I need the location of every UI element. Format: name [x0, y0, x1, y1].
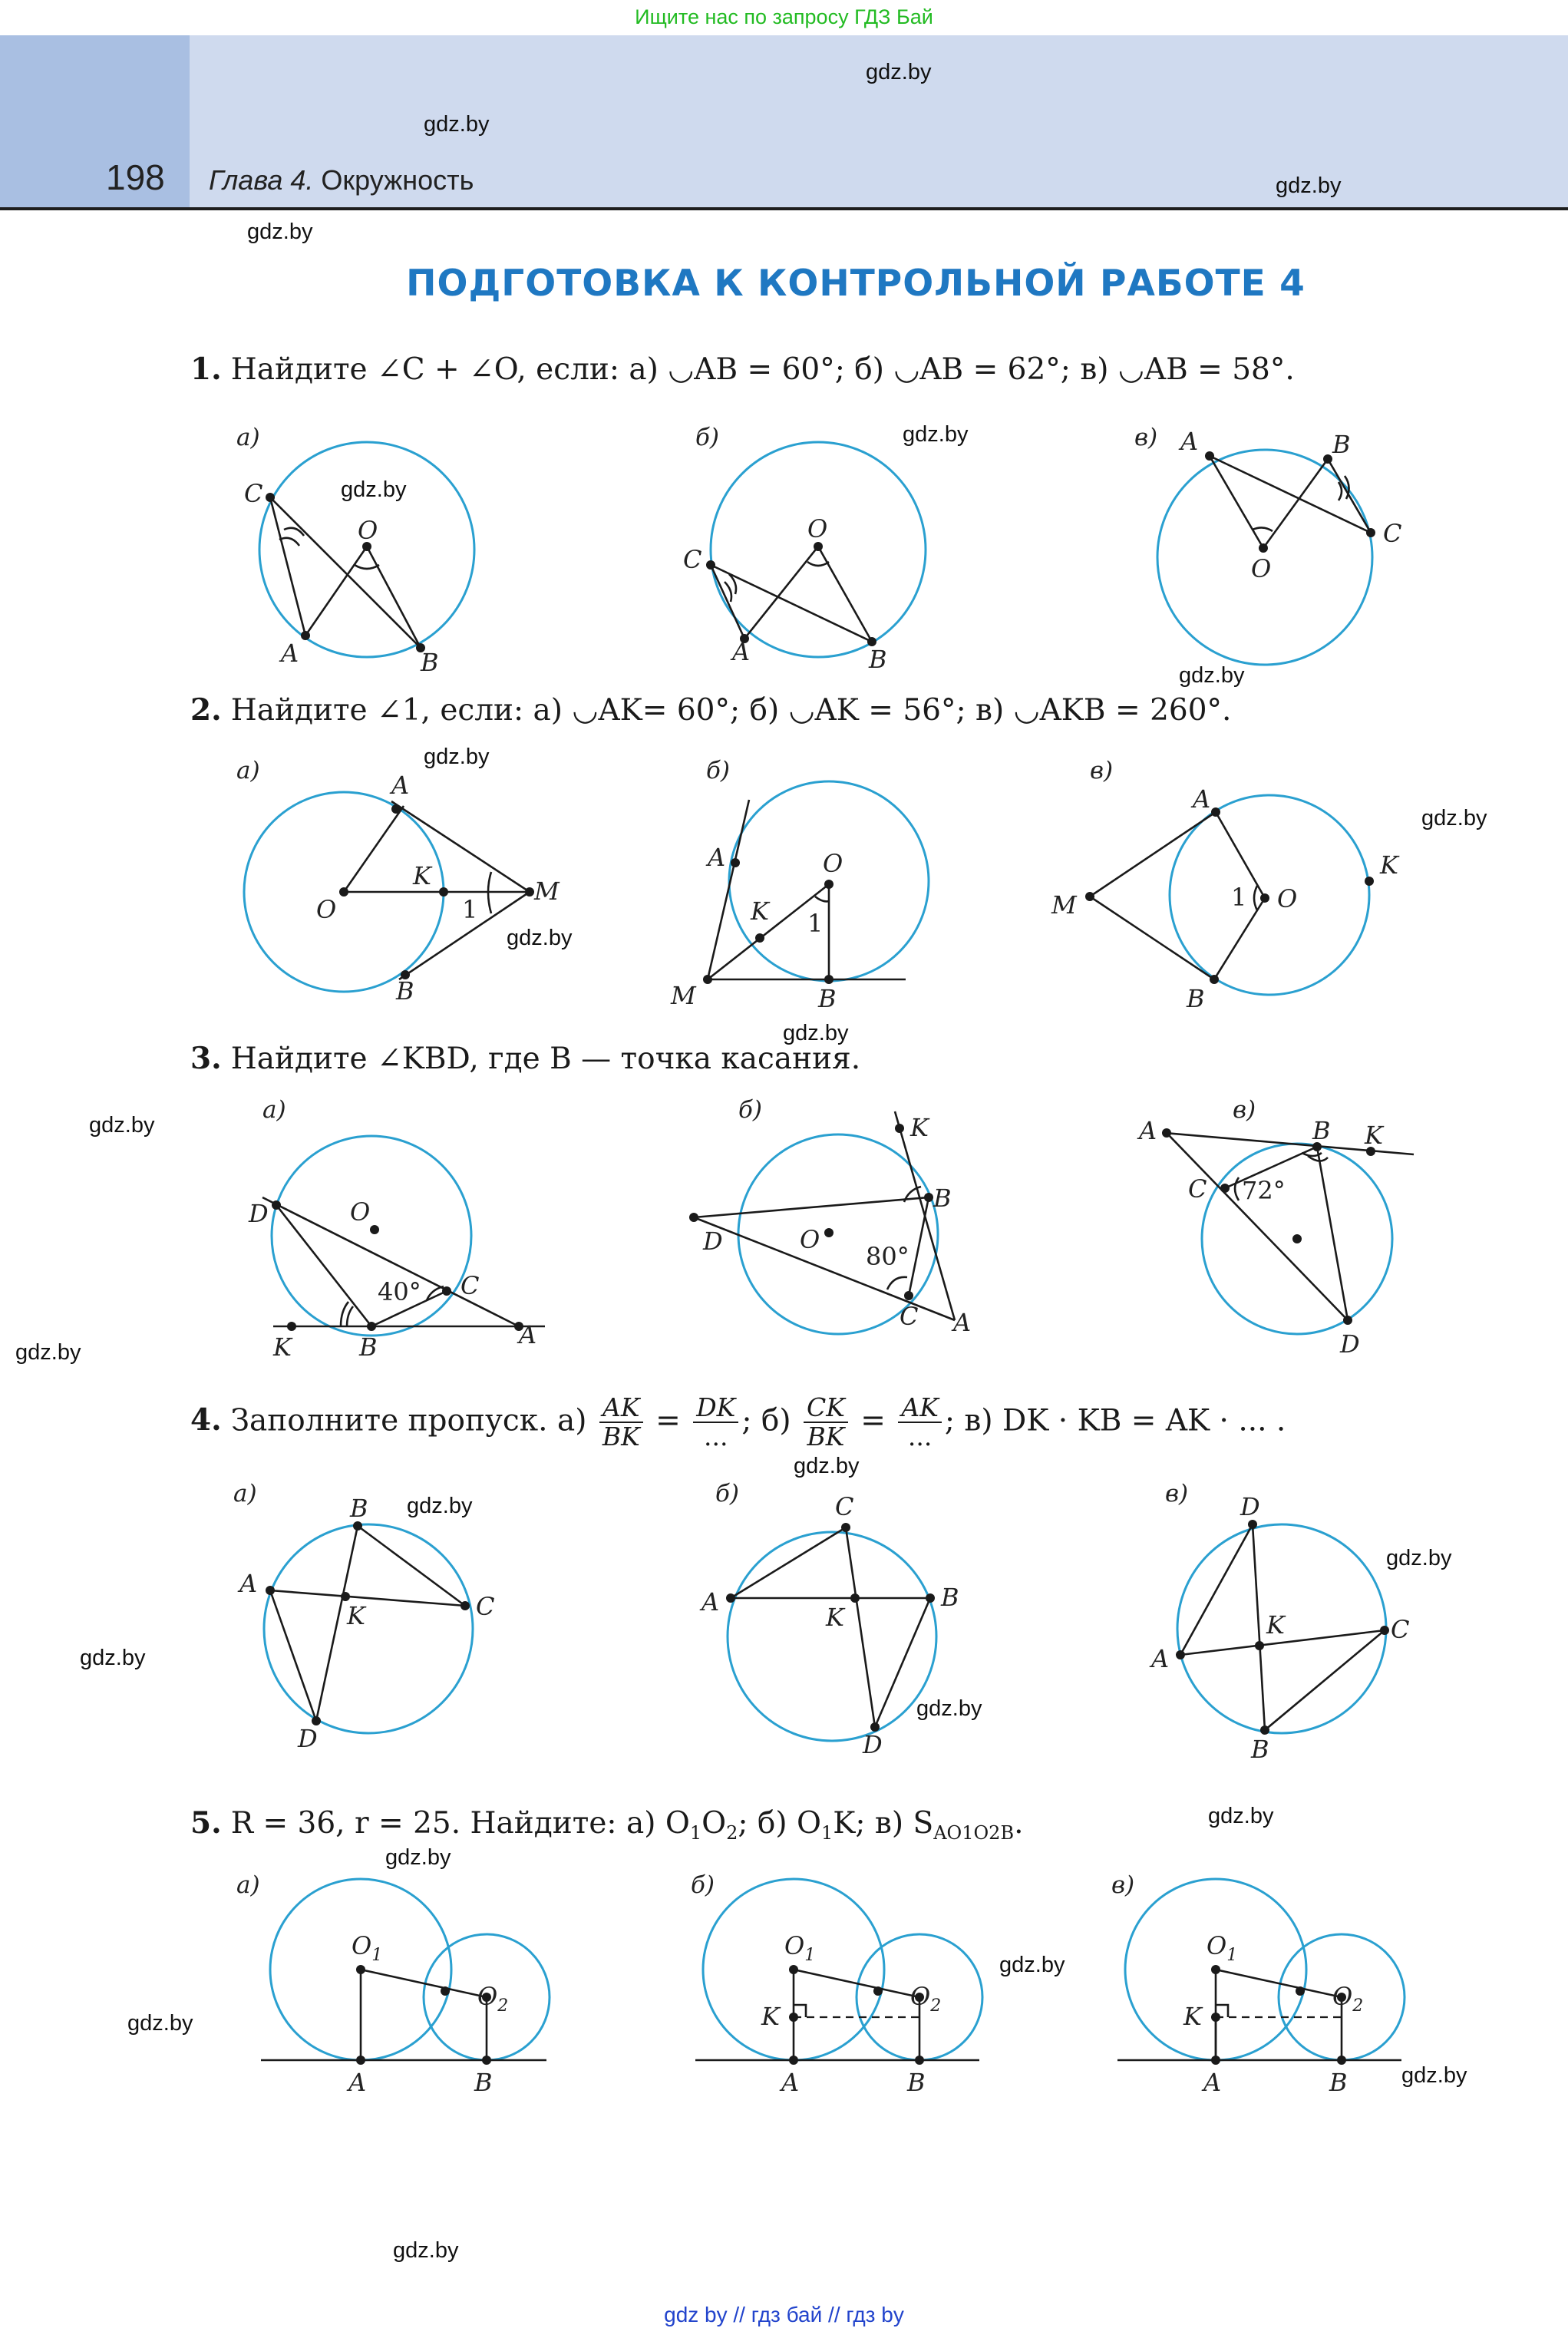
page-number: 198	[106, 157, 165, 197]
segment-AC	[731, 1527, 846, 1598]
label-B: B	[421, 648, 439, 677]
fraction: $\frac{DK}{...}$	[693, 1394, 738, 1451]
point-A	[301, 631, 310, 640]
figure-3v	[1137, 1116, 1414, 1359]
segment-BD	[875, 1598, 930, 1727]
watermark: gdz.by	[1208, 1804, 1274, 1828]
watermark: gdz.by	[424, 112, 490, 137]
label-C: C	[900, 1302, 919, 1331]
label-B: B	[474, 2068, 493, 2097]
point-O1	[789, 1965, 798, 1974]
section-title: ПОДГОТОВКА К КОНТРОЛЬНОЙ РАБОТЕ 4	[406, 263, 1306, 305]
label-A: A	[1139, 1116, 1157, 1145]
label-B: B	[350, 1494, 368, 1523]
label-B: B	[933, 1184, 952, 1213]
figure-letter-b: б)	[695, 424, 720, 451]
watermark: gdz.by	[393, 2238, 459, 2263]
label-O2: $O_2$	[910, 1982, 942, 2016]
point-B	[1323, 454, 1332, 464]
fraction: $\frac{CK}{BK}$	[804, 1394, 848, 1451]
figure-letter-b: б)	[691, 1871, 715, 1899]
label-B: B	[396, 976, 414, 1006]
angle-arc	[887, 1277, 907, 1290]
point-C	[1366, 528, 1375, 537]
angle-arc	[355, 565, 379, 569]
label-O1: $O_1$	[784, 1931, 816, 1965]
watermark: gdz.by	[1179, 663, 1245, 688]
watermark: gdz.by	[903, 422, 969, 447]
label-O2: $O_2$	[477, 1982, 509, 2016]
point-O	[1259, 543, 1268, 553]
label-O: O	[350, 1197, 371, 1227]
figure-lines	[1210, 456, 1371, 548]
problem-text: Найдите ∠C + ∠O, если: а) ◡AB = 60°; б) ◡AB = 62°; в) ◡AB = 58°.	[230, 352, 1295, 387]
angle-arc	[1339, 482, 1342, 500]
point-touch	[873, 1986, 883, 1996]
label-B: B	[1329, 2068, 1348, 2097]
watermark: gdz.by	[89, 1113, 155, 1138]
point-D	[272, 1200, 281, 1210]
point-O	[339, 887, 348, 897]
angle-arc	[815, 897, 829, 901]
label-K: K	[347, 1601, 365, 1630]
label-O: O	[316, 895, 337, 924]
label-C: C	[1188, 1174, 1207, 1204]
label-A: A	[708, 843, 726, 872]
label-K: K	[413, 861, 431, 890]
point-B	[1337, 2056, 1346, 2065]
label-D: D	[1340, 1329, 1360, 1359]
figure-1v	[1157, 427, 1401, 665]
label-K: K	[826, 1603, 844, 1632]
label-A: A	[1180, 427, 1199, 456]
point-K	[789, 2013, 798, 2022]
point-A	[356, 2056, 365, 2065]
point-A	[1162, 1128, 1171, 1138]
label-C: C	[460, 1271, 480, 1300]
point-K	[1365, 877, 1374, 886]
point-O1	[1211, 1965, 1220, 1974]
point-D	[689, 1213, 698, 1222]
label-O1: $O_1$	[1207, 1931, 1238, 1965]
point-B	[482, 2056, 491, 2065]
figure-letter-a: а)	[236, 757, 260, 784]
watermark: gdz.by	[80, 1646, 146, 1670]
point-B	[915, 2056, 924, 2065]
point-C	[904, 1291, 913, 1300]
label-A: A	[519, 1320, 537, 1349]
figure-lines	[794, 1970, 919, 2060]
label-K: K	[1183, 2002, 1202, 2031]
point-B	[824, 975, 834, 984]
point-K	[755, 933, 764, 943]
point-B	[1210, 975, 1219, 984]
watermark: gdz.by	[866, 60, 932, 84]
point-C	[1380, 1626, 1389, 1635]
label-K: K	[910, 1113, 929, 1142]
watermark: gdz.by	[1276, 173, 1342, 198]
figure-2b	[670, 781, 929, 1013]
point-center	[1292, 1234, 1302, 1243]
label-B: B	[1312, 1116, 1331, 1145]
watermark: gdz.by	[794, 1454, 860, 1478]
problem-number: 5.	[190, 1805, 222, 1841]
label-A: A	[1203, 2068, 1222, 2097]
segment-BC	[358, 1526, 465, 1606]
label-A: A	[1151, 1644, 1170, 1673]
label-B: B	[941, 1583, 959, 1612]
problem-text: Найдите ∠1, если: а) ◡AK= 60°; б) ◡AK = 56°; в) ◡AKB = 260°.	[230, 693, 1232, 728]
circle	[264, 1524, 473, 1733]
figure-2v	[1051, 784, 1400, 1013]
segment-BC	[1265, 1630, 1385, 1730]
point-A	[731, 858, 740, 867]
watermark: gdz.by	[507, 926, 573, 950]
label-D: D	[249, 1199, 269, 1228]
label-angle-1: 1	[1231, 883, 1247, 912]
problem-number: 1.	[190, 352, 222, 387]
circle	[1170, 795, 1369, 995]
tangent-line	[391, 801, 530, 892]
label-B: B	[907, 2068, 926, 2097]
label-A: A	[239, 1569, 258, 1598]
chapter-label: Глава 4.	[209, 164, 314, 196]
label-D: D	[703, 1227, 723, 1256]
point-A	[726, 1593, 735, 1603]
figure-lines	[344, 806, 530, 892]
chord-DB	[1253, 1524, 1265, 1730]
point-M	[1085, 892, 1094, 901]
label-C: C	[476, 1592, 495, 1621]
label-B: B	[818, 984, 837, 1013]
figure-letter-b: б)	[715, 1480, 740, 1507]
point-K	[1255, 1641, 1264, 1650]
label-O: O	[358, 516, 378, 545]
label-A: A	[281, 639, 299, 668]
label-D: D	[298, 1724, 318, 1753]
figure-1a	[244, 442, 474, 677]
point-O	[824, 1228, 834, 1237]
label-B: B	[1251, 1735, 1269, 1764]
figure-letter-v: в)	[1111, 1871, 1135, 1899]
chord-AC	[270, 1590, 465, 1606]
point-B	[926, 1593, 935, 1603]
label-angle-40: 40°	[378, 1277, 421, 1306]
circle	[728, 1532, 936, 1741]
angle-arc	[1235, 1177, 1239, 1200]
label-A: A	[348, 2068, 367, 2097]
figure-2a	[244, 771, 560, 1006]
point-O	[1260, 893, 1269, 903]
point-A	[391, 804, 401, 814]
point-B	[1260, 1725, 1269, 1735]
problem-number: 2.	[190, 692, 222, 728]
figure-lines	[711, 547, 872, 642]
label-O: O	[823, 849, 843, 878]
watermark: gdz.by	[1421, 806, 1487, 831]
label-A: A	[1193, 784, 1211, 814]
label-D: D	[863, 1730, 883, 1759]
point-C	[706, 560, 715, 570]
label-C: C	[244, 479, 263, 508]
figure-5v	[1117, 1879, 1405, 2097]
problem-5: 5. R = 36, r = 25. Найдите: а) $O_1O_2$; б) $O_1K$; в) $S_{AO1O2B}$.	[190, 1805, 1024, 1844]
problem-text: ; б)	[741, 1403, 791, 1438]
figure-3a	[248, 1136, 545, 1362]
problem-text: Найдите ∠KBD, где B — точка касания.	[230, 1042, 861, 1076]
watermark: gdz.by	[15, 1340, 81, 1365]
watermark: gdz.by	[127, 2011, 193, 2036]
label-A: A	[781, 2068, 800, 2097]
point-B	[367, 1322, 376, 1331]
figure-letter-v: в)	[1165, 1480, 1189, 1507]
point-M	[703, 975, 712, 984]
footer-links[interactable]: gdz by // гдз бай // гдз by	[664, 2303, 904, 2326]
point-K	[850, 1593, 860, 1603]
point-O	[824, 880, 834, 889]
figure-letter-v: в)	[1090, 757, 1114, 784]
point-K	[341, 1592, 350, 1601]
figure-lines	[361, 1970, 487, 2060]
label-O: O	[1277, 884, 1298, 913]
label-A: A	[732, 637, 751, 666]
watermark: gdz.by	[1386, 1546, 1452, 1570]
label-M: M	[671, 981, 696, 1010]
point-K	[1211, 2013, 1220, 2022]
figure-lines	[1225, 1147, 1348, 1320]
label-angle-1: 1	[462, 895, 478, 924]
label-C: C	[835, 1492, 854, 1521]
point-B	[924, 1193, 933, 1202]
watermark: gdz.by	[424, 745, 490, 769]
problem-text: Заполните пропуск. а)	[230, 1403, 587, 1438]
point-K	[439, 887, 448, 897]
label-D: D	[1240, 1492, 1260, 1521]
point-touch	[441, 1986, 450, 1996]
label-C: C	[1383, 519, 1402, 548]
figure-letter-a: а)	[236, 1871, 260, 1899]
point-A	[1211, 2056, 1220, 2065]
label-K: K	[761, 2002, 780, 2031]
point-C	[1220, 1184, 1230, 1193]
label-angle-80: 80°	[866, 1242, 909, 1271]
figure-3b	[689, 1111, 971, 1337]
label-angle-1: 1	[807, 909, 824, 938]
angle-arc	[1254, 886, 1257, 910]
label-O2: $O_2$	[1332, 1982, 1364, 2016]
figure-letter-b: б)	[738, 1096, 763, 1124]
label-M: M	[534, 877, 560, 906]
point-C	[266, 493, 275, 502]
point-K	[895, 1124, 904, 1133]
watermark: gdz.by	[341, 477, 407, 502]
label-angle-72: 72°	[1242, 1176, 1286, 1205]
figure-lines	[270, 497, 421, 648]
label-C: C	[683, 545, 702, 574]
label-O: O	[1251, 554, 1272, 583]
point-K	[287, 1322, 296, 1331]
watermark: gdz.by	[385, 1845, 451, 1870]
point-C	[442, 1286, 451, 1296]
label-K: K	[1365, 1121, 1383, 1150]
figure-letter-a: а)	[236, 424, 260, 451]
chapter-title: Окружность	[321, 164, 474, 196]
figure-1b	[683, 442, 926, 674]
figure-letter-b: б)	[706, 757, 731, 784]
point-O1	[356, 1965, 365, 1974]
figure-4v	[1149, 1492, 1409, 1764]
figure-5b	[695, 1879, 982, 2097]
watermark: gdz.by	[1401, 2063, 1467, 2088]
label-C: C	[1391, 1615, 1410, 1644]
figure-4b	[699, 1492, 959, 1759]
label-B: B	[359, 1332, 378, 1362]
fraction: $\frac{AK}{BK}$	[599, 1394, 643, 1451]
segment-DA	[1180, 1524, 1253, 1655]
point-A	[1211, 807, 1220, 817]
chord-CD	[846, 1527, 875, 1727]
problem-number: 4.	[190, 1402, 222, 1438]
label-B: B	[1187, 984, 1205, 1013]
fraction: $\frac{AK}{...}$	[898, 1394, 942, 1451]
label-M: M	[1051, 890, 1077, 920]
point-A	[789, 2056, 798, 2065]
label-K: K	[273, 1332, 292, 1362]
figure-4a	[237, 1494, 494, 1753]
point-A	[266, 1586, 275, 1595]
label-A: A	[953, 1308, 972, 1337]
label-K: K	[1380, 850, 1398, 880]
point-C	[841, 1523, 850, 1532]
problem-text: ; в) DK · KB = AK · ... .	[944, 1403, 1286, 1438]
figure-letter-v: в)	[1233, 1096, 1256, 1124]
label-B: B	[869, 645, 887, 674]
watermark: gdz.by	[999, 1953, 1065, 1977]
angle-arc	[1253, 527, 1273, 531]
figure-5a	[261, 1879, 550, 2097]
point-C	[460, 1601, 470, 1610]
angle-arc	[347, 1306, 353, 1326]
label-O: O	[807, 514, 828, 543]
problem-number: 3.	[190, 1041, 222, 1076]
point-A	[1205, 451, 1214, 461]
figure-letter-a: а)	[233, 1480, 257, 1507]
watermark: gdz.by	[916, 1696, 982, 1721]
point-D	[1343, 1316, 1352, 1325]
figure-lines	[1216, 1970, 1342, 2060]
label-B: B	[1332, 430, 1351, 459]
label-K: K	[751, 897, 769, 926]
watermark: gdz.by	[247, 220, 313, 244]
point-M	[525, 887, 534, 897]
label-O1: $O_1$	[352, 1931, 383, 1965]
label-O: O	[800, 1225, 820, 1254]
label-K: K	[1266, 1610, 1285, 1640]
watermark: gdz.by	[407, 1494, 473, 1518]
problem-4: 4. Заполните пропуск. а) $\frac{AK}{BK}$ = $\frac{DK}{...}$ ; б) $\frac{CK}{BK}$ = $\frac{AK}{...}$ ; в) DK · KB = AK · ... .	[190, 1392, 1286, 1452]
label-A: A	[391, 771, 410, 800]
point-O	[370, 1225, 379, 1234]
point-A	[1176, 1650, 1185, 1659]
top-banner: Ищите нас по запросу ГДЗ Бай	[635, 5, 933, 28]
figure-letter-v: в)	[1134, 424, 1158, 451]
label-A: A	[701, 1587, 720, 1616]
point-touch	[1296, 1986, 1305, 1996]
figure-letter-a: а)	[262, 1096, 286, 1124]
watermark: gdz.by	[783, 1021, 849, 1045]
angle-arc	[807, 562, 829, 566]
